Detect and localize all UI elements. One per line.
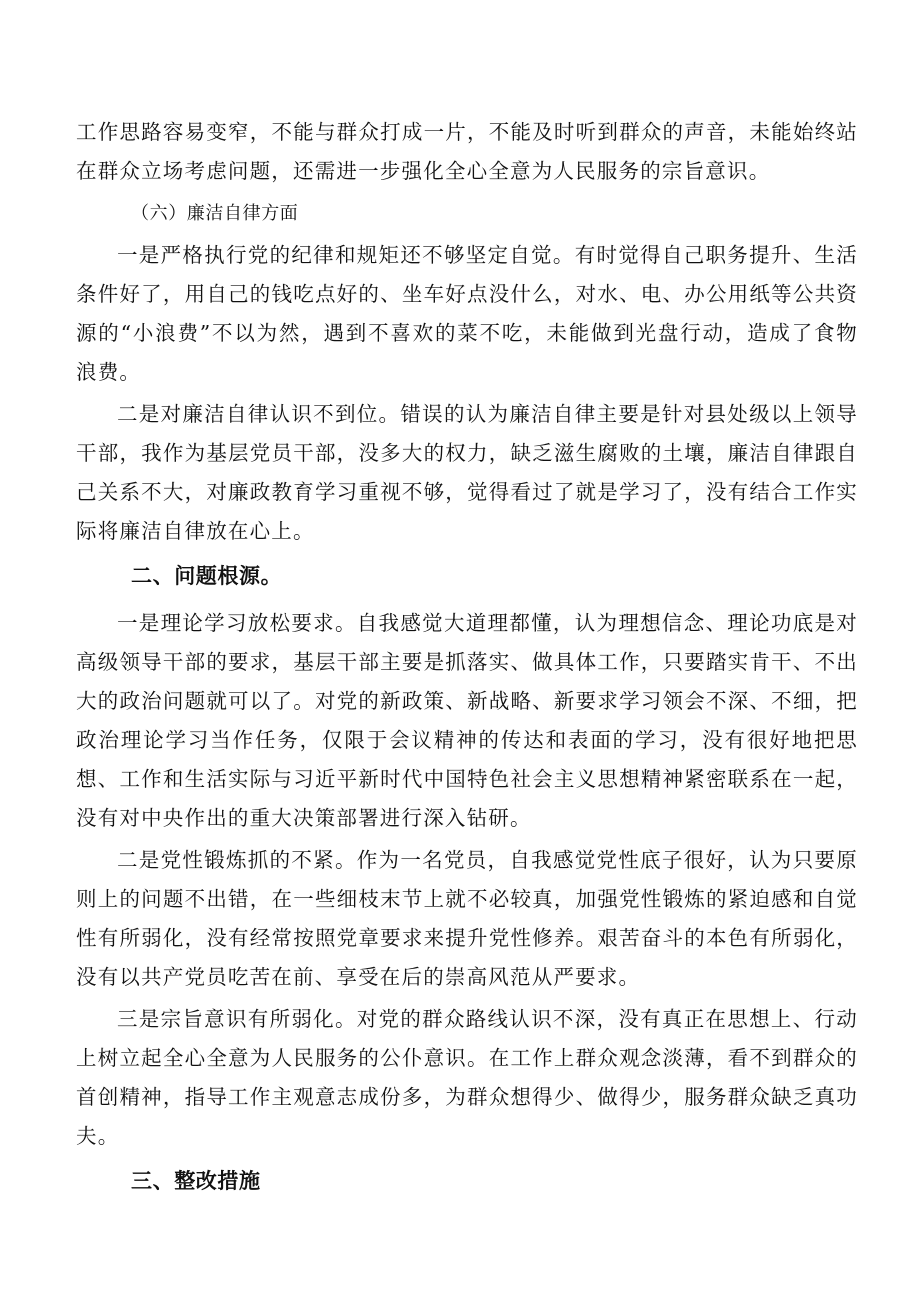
paragraph-integrity-1: 一是严格执行党的纪律和规矩还不够坚定自觉。有时觉得自己职务提升、生活条件好了，用自己的钱吃点好的、坐车好点没什么，对水、电、办公用纸等公共资源的“小浪费”不以为然，遇到不喜欢的菜不吃，未能做到光盘行动，造成了食物浪费。 xyxy=(76,243,858,384)
paragraph-roots-1: 一是理论学习放松要求。自我感觉大道理都懂，认为理想信念、理论功底是对高级领导干部的要求，基层干部主要是抓落实、做具体工作，只要踏实肯干、不出大的政治问题就可以了。对党的新政策、新战略、新要求学习领会不深、不细，把政治理论学习当作任务，仅限于会议精神的传达和表面的学习，没有很好地把思想、工作和生活实际与习近平新时代中国特色社会主义思想精神紧密联系在一起，没有对中央作出的重大决策部署进行深入钻研。 xyxy=(76,611,858,830)
paragraph-roots-3: 三是宗旨意识有所弱化。对党的群众路线认识不深，没有真正在思想上、行动上树立起全心全意为人民服务的公仆意识。在工作上群众观念淡薄，看不到群众的首创精神，指导工作主观意志成份多，为群众想得少、做得少，服务群众缺乏真功夫。 xyxy=(76,1007,858,1148)
heading-problem-roots: 二、问题根源。 xyxy=(131,564,283,588)
paragraph-integrity-2: 二是对廉洁自律认识不到位。错误的认为廉洁自律主要是针对县处级以上领导干部，我作为基层党员干部，没多大的权力，缺乏滋生腐败的土壤，廉洁自律跟自己关系不大，对廉政教育学习重视不够，觉得看过了就是学习了，没有结合工作实际将廉洁自律放在心上。 xyxy=(76,402,858,543)
document-body xyxy=(76,113,858,1209)
subheading-integrity: （六）廉洁自律方面 xyxy=(131,203,299,224)
paragraph-roots-2: 二是党性锻炼抓的不紧。作为一名党员，自我感觉党性底子很好，认为只要原则上的问题不出错，在一些细枝末节上就不必较真，加强党性锻炼的紧迫感和自觉性有所弱化，没有经常按照党章要求来提升党性修养。艰苦奋斗的本色有所弱化，没有以共产党员吃苦在前、享受在后的崇高风范从严要求。 xyxy=(76,848,858,989)
paragraph-intro-continuation: 工作思路容易变窄，不能与群众打成一片，不能及时听到群众的声音，未能始终站在群众立场考虑问题，还需进一步强化全心全意为人民服务的宗旨意识。 xyxy=(76,120,858,183)
heading-rectification-measures: 三、整改措施 xyxy=(131,1169,261,1193)
